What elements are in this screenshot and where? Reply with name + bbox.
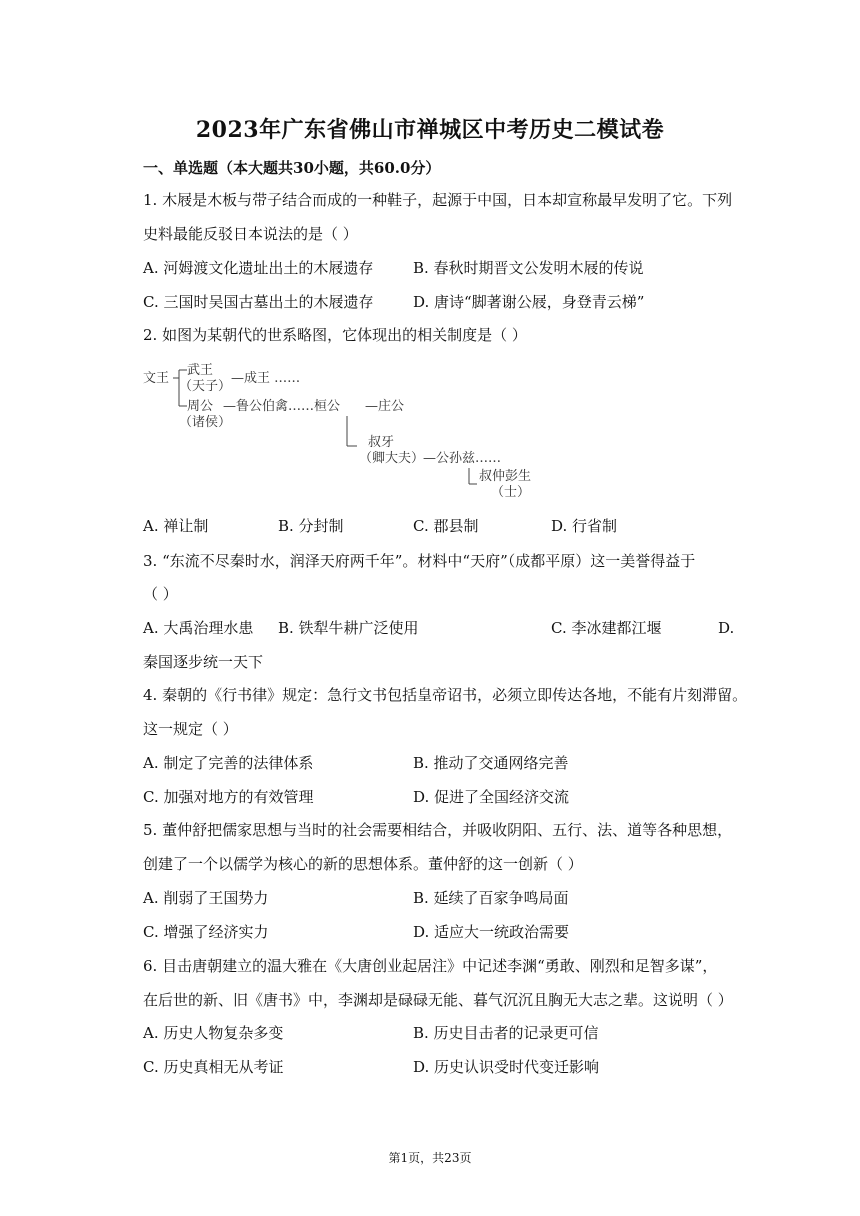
question-6-option-a[interactable]: A. 历史人物复杂多变	[143, 1024, 284, 1042]
question-4-option-c[interactable]: C. 加强对地方的有效管理	[143, 788, 314, 806]
question-3-stem-line-2: （ ）	[143, 585, 178, 603]
question-4-option-d[interactable]: D. 促进了全国经济交流	[413, 788, 570, 806]
question-6-stem-line-1: 6. 目击唐朝建立的温大雅在《大唐创业起居注》中记述李渊“勇敢、刚烈和足智多谋”，	[143, 957, 718, 975]
question-1-option-c[interactable]: C. 三国时吴国古墓出土的木屐遗存	[143, 293, 374, 311]
diagram-shuya: 叔牙	[368, 435, 395, 450]
question-3-option-d[interactable]: D.	[718, 619, 735, 637]
question-6-stem-line-2: 在后世的新、旧《唐书》中，李渊却是碌碌无能、暮气沉沉且胸无大志之辈。这说明（ ）	[143, 991, 733, 1009]
question-1-stem-line-2: 史料最能反驳日本说法的是（ ）	[143, 225, 358, 243]
section-heading: 一、单选题（本大题共30小题，共60.0分）	[143, 159, 441, 177]
question-1-option-d[interactable]: D. 唐诗“脚著谢公屐，身登青云梯”	[413, 293, 645, 311]
question-5-option-d[interactable]: D. 适应大一统政治需要	[413, 923, 570, 941]
question-6-option-c[interactable]: C. 历史真相无从考证	[143, 1058, 284, 1076]
diagram-chengwang: —成王 ……	[231, 371, 301, 386]
question-2-option-b[interactable]: B. 分封制	[278, 517, 344, 535]
page-title: 2023年广东省佛山市禅城区中考历史二模试卷	[195, 117, 665, 143]
question-6-option-d[interactable]: D. 历史认识受时代变迁影响	[413, 1058, 600, 1076]
question-5-stem-line-2: 创建了一个以儒学为核心的新的思想体系。董仲舒的这一创新（ ）	[143, 855, 583, 873]
diagram-qingdafu: （卿大夫）	[359, 451, 425, 466]
diagram-gongsun: —公孙兹……	[423, 451, 502, 466]
diagram-wenwang: 文王	[143, 371, 170, 386]
question-3-option-d-text[interactable]: 秦国逐步统一天下	[143, 653, 264, 671]
question-1-option-b[interactable]: B. 春秋时期晋文公发明木屐的传说	[413, 259, 644, 277]
question-4-stem-line-2: 这一规定（ ）	[143, 720, 238, 738]
question-6-option-b[interactable]: B. 历史目击者的记录更可信	[413, 1024, 599, 1042]
question-3-option-c[interactable]: C. 李冰建都江堰	[551, 619, 662, 637]
question-2-option-a[interactable]: A. 禅让制	[143, 517, 209, 535]
diagram-tianzi: （天子）	[179, 379, 232, 394]
question-5-stem-line-1: 5. 董仲舒把儒家思想与当时的社会需要相结合，并吸收阴阳、五行、法、道等各种思想，	[143, 821, 733, 839]
diagram-shuzhong: 叔仲彭生	[479, 469, 532, 484]
diagram-zhougong: 周公	[187, 399, 214, 414]
question-1-option-a[interactable]: A. 河姆渡文化遗址出土的木屐遗存	[143, 259, 374, 277]
lineage-diagram	[143, 360, 543, 500]
question-5-option-b[interactable]: B. 延续了百家争鸣局面	[413, 889, 569, 907]
question-2-option-c[interactable]: C. 郡县制	[413, 517, 479, 535]
diagram-wuwang: 武王	[187, 363, 214, 378]
question-5-option-c[interactable]: C. 增强了经济实力	[143, 923, 269, 941]
diagram-zhuanggong: —庄公	[365, 399, 405, 414]
question-4-stem-line-1: 4. 秦朝的《行书律》规定：急行文书包括皇帝诏书，必须立即传达各地，不能有片刻滞留。	[143, 686, 748, 704]
question-1-stem-line-1: 1. 木屐是木板与带子结合而成的一种鞋子，起源于中国，日本却宣称最早发明了它。下列	[143, 191, 733, 209]
question-3-option-a[interactable]: A. 大禹治理水患	[143, 619, 254, 637]
diagram-zhuhou: （诸侯）	[179, 415, 232, 430]
question-3-option-b[interactable]: B. 铁犁牛耕广泛使用	[278, 619, 419, 637]
diagram-lugong: —鲁公伯禽……桓公	[223, 399, 341, 414]
question-2-stem-line-1: 2. 如图为某朝代的世系略图，它体现出的相关制度是（ ）	[143, 326, 527, 344]
diagram-shi: （士）	[491, 485, 531, 500]
question-5-option-a[interactable]: A. 削弱了王国势力	[143, 889, 269, 907]
question-3-stem-line-1: 3. “东流不尽秦时水，润泽天府两千年”。材料中“天府”（成都平原）这一美誉得益于	[143, 552, 696, 570]
page-footer: 第1页，共23页	[388, 1151, 472, 1165]
question-4-option-b[interactable]: B. 推动了交通网络完善	[413, 754, 569, 772]
question-4-option-a[interactable]: A. 制定了完善的法律体系	[143, 754, 314, 772]
question-2-option-d[interactable]: D. 行省制	[551, 517, 618, 535]
